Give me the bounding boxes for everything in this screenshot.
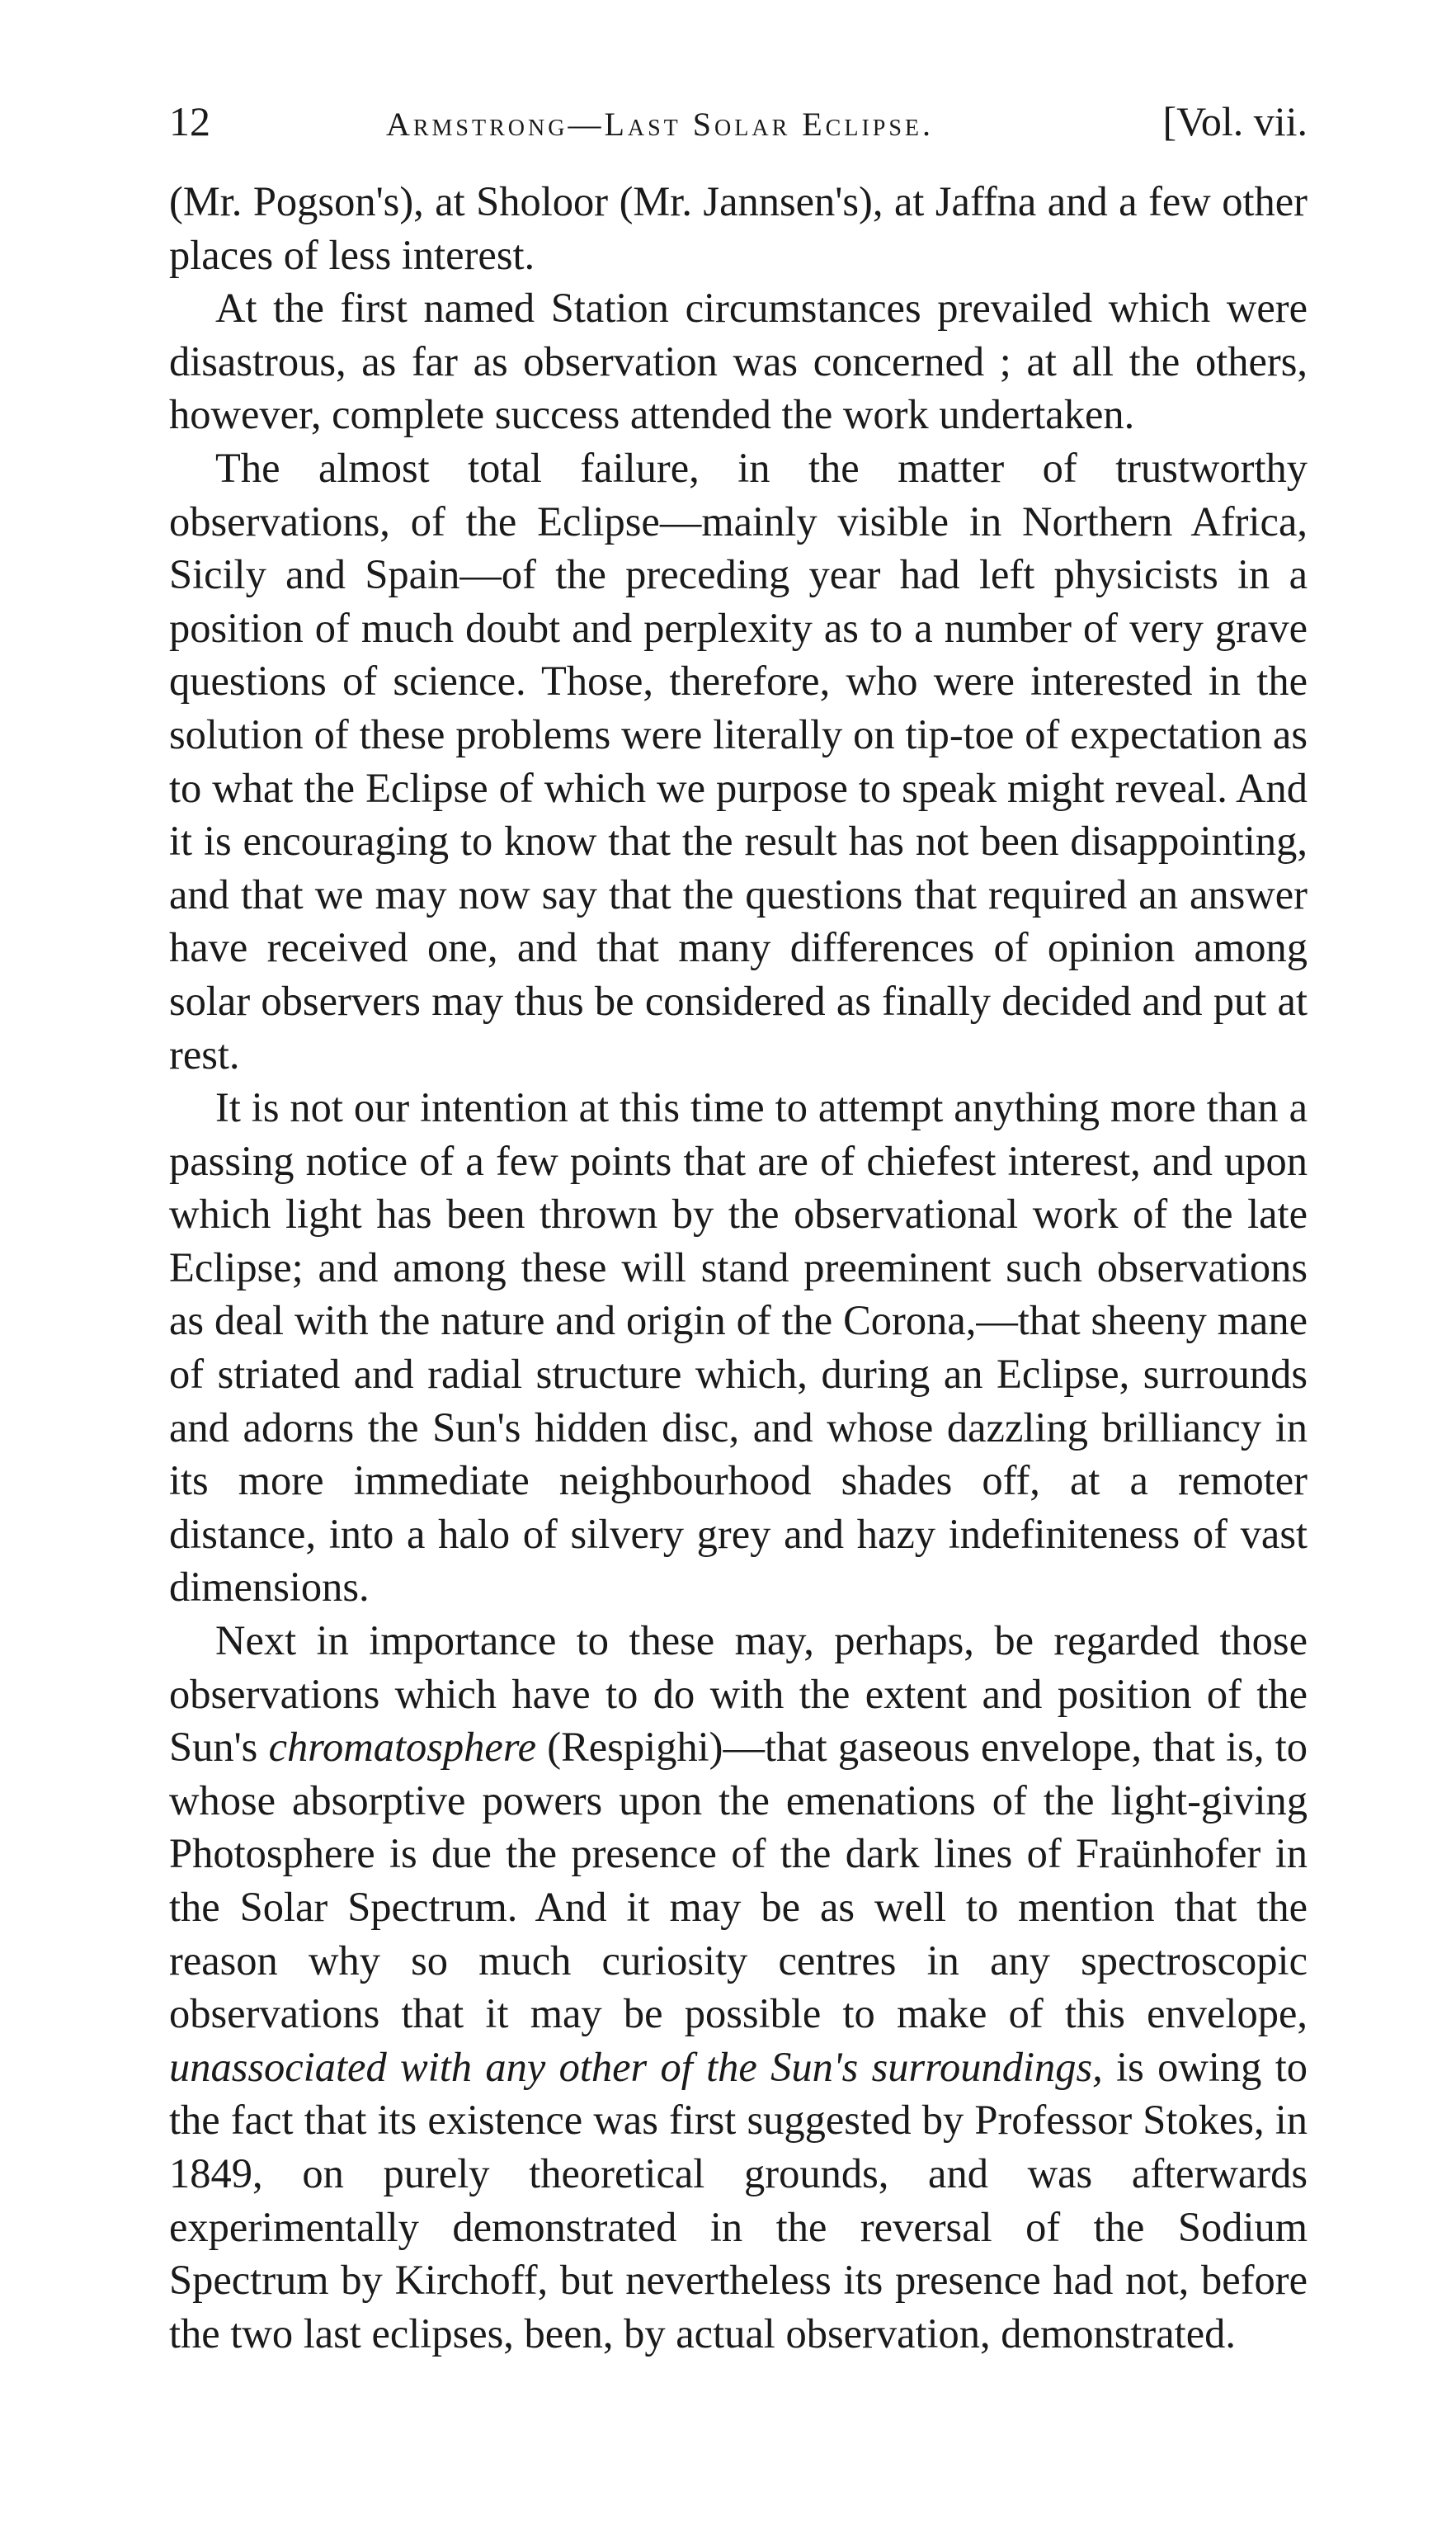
unassociated-phrase: unassociated with any other of the Sun's surroundings, (169, 2043, 1103, 2090)
running-header (169, 97, 1308, 163)
paragraph-1: (Mr. Pogson's), at Sholoor (Mr. Jannsen's), at Jaffna and a few other places of less interest. (169, 178, 1308, 278)
paragraph-5 (169, 1614, 1308, 2360)
paragraph-5-text-before: Next in importance to these may, perhaps, be regarded those observations which have to do with the extent and position of the Sun's (169, 1617, 1308, 1771)
paragraph-2: At the first named Station circumstances prevailed which were disastrous, as far as observation was concerned ; at all the others, however, complete success attended the work undertaken. (169, 285, 1308, 438)
volume-label: [Vol. vii. (1162, 98, 1308, 144)
paragraph-5-text-after: is owing to the fact that its existence was first suggested by Professor Stokes, in 1849, on purely theoretical grounds, and was afterwards experimentally demonstrated in the reversal of the Sodium Spectrum by Kirchoff, but nevertheless its presence had not, before the two last eclipses, been, by actual observation, demonstrated. (169, 2043, 1308, 2357)
paragraph-4: It is not our intention at this time to attempt anything more than a passing notice of a few points that are of chiefest interest, and upon which light has been thrown by the observational work of the late Eclipse; and among these will stand preeminent such observations as deal with the nature and origin of the Corona,—that sheeny mane of striated and radial structure which, during an Eclipse, surrounds and adorns the Sun's hidden disc, and whose dazzling brilliancy in its more immediate neighbourhood shades off, at a remoter distance, into a halo of silvery grey and hazy indefiniteness of vast dimensions. (169, 1084, 1308, 1611)
running-title: Armstrong—Last Solar Eclipse. (385, 106, 935, 143)
page (169, 97, 1308, 2360)
paragraph-5-text-middle: (Respighi)—that gaseous envelope, that is, to whose absorptive powers upon the emenations of the light-giving Photosphere is due the presence of the dark lines of Fraünhofer in the Solar Spectrum. And it may be as well to mention that the reason why so much curiosity centres in any spectroscopic observations that it may be possible to make of this envelope, (169, 1724, 1308, 2037)
chromatosphere-term: chromatosphere (268, 1724, 537, 1771)
paragraph-3: The almost total failure, in the matter of trustworthy observations, of the Eclipse—mainly visible in Northern Africa, Sicily and Spain—of the preceding year had left physicists in a position of much doubt and perplexity as to a number of very grave questions of science. Those, therefore, who were interested in the solution of these problems were literally on tip-toe of expectation as to what the Eclipse of which we purpose to speak might reveal. And it is encouraging to know that the result has not been disappointing, and that we may now say that the questions that required an answer have received one, and that many differences of opinion among solar observers may thus be considered as finally decided and put at rest. (169, 444, 1308, 1078)
page-number: 12 (169, 98, 210, 144)
article-body (169, 175, 1308, 2360)
